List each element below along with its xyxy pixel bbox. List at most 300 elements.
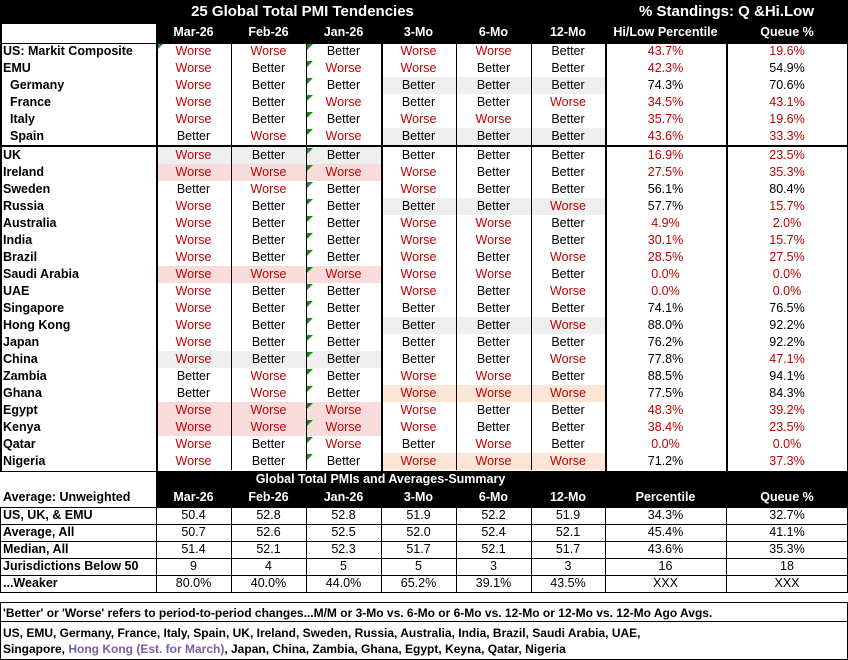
summary-value-cell: 51.9 bbox=[555, 508, 581, 522]
country-label: Sweden bbox=[3, 182, 51, 196]
summary-title: Global Total PMIs and Averages-Summary bbox=[156, 471, 605, 489]
tendency-cell: Better bbox=[476, 284, 511, 298]
tendency-cell: Better bbox=[306, 300, 381, 317]
queue-cell: 23.5% bbox=[769, 148, 805, 162]
percentile-cell: 88.5% bbox=[647, 369, 684, 383]
tendency-cell: Worse bbox=[175, 335, 212, 349]
summary-value-cell: 51.4 bbox=[181, 542, 206, 556]
country-label: Spain bbox=[10, 129, 45, 143]
row-divider bbox=[0, 145, 848, 147]
tendency-cell: Better bbox=[231, 147, 306, 164]
queue-cell: 92.2% bbox=[769, 335, 805, 349]
summary-value-cell: 52.8 bbox=[256, 508, 281, 522]
row-divider bbox=[0, 602, 848, 603]
summary-value-cell: 51.7 bbox=[406, 542, 431, 556]
tendency-cell: Worse bbox=[250, 386, 287, 400]
percentile-cell: 74.1% bbox=[647, 301, 684, 315]
row-divider bbox=[0, 524, 848, 525]
tendency-cell: Worse bbox=[156, 266, 231, 283]
tendency-cell: Worse bbox=[400, 369, 437, 383]
percentile-cell: 43.6% bbox=[647, 129, 684, 143]
summary-percentile-cell: 43.6% bbox=[647, 542, 684, 556]
tendency-cell: Worse bbox=[475, 44, 512, 58]
percentile-cell: 34.5% bbox=[647, 95, 684, 109]
tendency-cell: Worse bbox=[400, 182, 437, 196]
queue-cell: 23.5% bbox=[769, 420, 805, 434]
tendency-cell: Worse bbox=[400, 284, 437, 298]
summary-row-label: ...Weaker bbox=[3, 576, 58, 590]
country-label: China bbox=[3, 352, 38, 366]
percentile-cell: 74.3% bbox=[647, 78, 684, 92]
queue-cell: 39.2% bbox=[769, 403, 805, 417]
tendency-cell: Better bbox=[456, 128, 531, 145]
tendency-cell: Better bbox=[551, 61, 585, 75]
average-unweighted-label: Average: Unweighted bbox=[3, 490, 131, 504]
tendency-cell: Worse bbox=[231, 402, 306, 419]
summary-column-header: Mar-26 bbox=[156, 489, 231, 507]
summary-column-header: 12-Mo bbox=[531, 489, 605, 507]
tendency-cell: Worse bbox=[475, 437, 512, 451]
tendency-cell: Better bbox=[231, 351, 306, 368]
tendency-cell: Better bbox=[551, 112, 585, 126]
tendency-cell: Worse bbox=[306, 436, 381, 453]
tendency-cell: Better bbox=[551, 148, 585, 162]
column-header: 3-Mo bbox=[381, 24, 456, 43]
tendency-cell: Worse bbox=[400, 112, 437, 126]
percentile-cell: 48.3% bbox=[647, 403, 684, 417]
summary-queue-cell: 18 bbox=[780, 559, 794, 573]
queue-cell: 33.3% bbox=[769, 129, 805, 143]
tendency-cell: Better bbox=[476, 403, 511, 417]
tendency-cell: Better bbox=[401, 301, 436, 315]
summary-percentile-cell: 34.3% bbox=[647, 508, 684, 522]
queue-cell: 80.4% bbox=[769, 182, 805, 196]
tendency-cell: Better bbox=[476, 250, 511, 264]
country-label: Singapore bbox=[3, 301, 65, 315]
tendency-cell: Better bbox=[476, 352, 511, 366]
tendency-cell: Better bbox=[251, 250, 286, 264]
country-label: France bbox=[10, 95, 51, 109]
summary-value-cell: 50.4 bbox=[181, 508, 206, 522]
queue-cell: 84.3% bbox=[769, 386, 805, 400]
country-label: Kenya bbox=[3, 420, 41, 434]
country-label: Australia bbox=[3, 216, 57, 230]
country-label: US: Markit Composite bbox=[3, 44, 133, 58]
tendency-cell: Better bbox=[551, 44, 585, 58]
tendency-cell: Worse bbox=[175, 437, 212, 451]
tendency-cell: Better bbox=[306, 334, 381, 351]
column-divider bbox=[0, 507, 1, 592]
summary-value-cell: 80.0% bbox=[175, 576, 212, 590]
country-label: UAE bbox=[3, 284, 30, 298]
tendency-cell: Better bbox=[251, 284, 286, 298]
tendency-cell: Worse bbox=[175, 61, 212, 75]
tendency-cell: Worse bbox=[231, 164, 306, 181]
country-label: Japan bbox=[3, 335, 40, 349]
tendency-cell: Worse bbox=[475, 267, 512, 281]
tendency-cell: Better bbox=[251, 112, 286, 126]
column-divider bbox=[231, 507, 232, 592]
row-divider bbox=[0, 507, 848, 508]
column-divider bbox=[456, 43, 457, 470]
tendency-cell: Better bbox=[306, 215, 381, 232]
right-title: % Standings: Q &Hi.Low bbox=[605, 0, 848, 24]
column-divider bbox=[531, 43, 532, 470]
tendency-cell: Worse bbox=[175, 301, 212, 315]
tendency-cell: Worse bbox=[175, 112, 212, 126]
summary-value-cell: 3 bbox=[490, 559, 497, 573]
note-line-3-end: , Japan, China, Zambia, Ghana, Egypt, Keyna, Qatar, Nigeria bbox=[224, 642, 566, 656]
queue-cell: 19.6% bbox=[769, 112, 805, 126]
summary-value-cell: 65.2% bbox=[400, 576, 437, 590]
column-divider bbox=[381, 24, 383, 471]
summary-column-header: 6-Mo bbox=[456, 489, 531, 507]
tendency-cell: Worse bbox=[156, 43, 231, 60]
tendency-cell: Better bbox=[476, 335, 511, 349]
tendency-cell: Better bbox=[251, 233, 286, 247]
queue-cell: 54.9% bbox=[769, 61, 805, 75]
row-divider bbox=[0, 541, 848, 542]
column-divider bbox=[156, 24, 158, 471]
tendency-cell: Worse bbox=[175, 250, 212, 264]
percentile-cell: 28.5% bbox=[647, 250, 684, 264]
tendency-cell: Better bbox=[176, 129, 211, 143]
summary-row-label: Median, All bbox=[3, 542, 69, 556]
summary-value-cell: 52.6 bbox=[256, 525, 281, 539]
row-divider bbox=[0, 575, 848, 576]
summary-column-header: Feb-26 bbox=[231, 489, 306, 507]
summary-percentile-cell: 45.4% bbox=[647, 525, 684, 539]
tendency-cell: Better bbox=[306, 43, 381, 60]
tendency-cell: Better bbox=[176, 369, 211, 383]
tendency-cell: Worse bbox=[175, 454, 212, 468]
country-label: Germany bbox=[10, 78, 65, 92]
tendency-cell: Worse bbox=[175, 284, 212, 298]
percentile-cell: 0.0% bbox=[651, 437, 680, 451]
hong-kong-note: Hong Kong (Est. for March) bbox=[68, 642, 225, 656]
tendency-cell: Worse bbox=[381, 385, 456, 402]
tendency-cell: Better bbox=[381, 128, 456, 145]
percentile-cell: 27.5% bbox=[647, 165, 684, 179]
note-line-1: 'Better' or 'Worse' refers to period-to-period changes...M/M or 3-Mo vs. 6-Mo or 6-Mo vs. 12-Mo or 12-Mo vs. 12-Mo Ago Avgs. bbox=[3, 606, 713, 620]
tendency-cell: Worse bbox=[306, 164, 381, 181]
summary-value-cell: 9 bbox=[190, 559, 197, 573]
tendency-cell: Better bbox=[551, 335, 585, 349]
tendency-cell: Better bbox=[551, 420, 585, 434]
percentile-cell: 0.0% bbox=[651, 267, 680, 281]
queue-cell: 92.2% bbox=[769, 318, 805, 332]
tendency-cell: Worse bbox=[400, 267, 437, 281]
tendency-cell: Better bbox=[306, 283, 381, 300]
tendency-cell: Better bbox=[476, 182, 511, 196]
tendency-cell: Worse bbox=[400, 403, 437, 417]
summary-value-cell: 50.7 bbox=[181, 525, 206, 539]
column-divider bbox=[531, 507, 532, 592]
note-line-3-start: Singapore, bbox=[3, 642, 69, 656]
tendency-cell: Better bbox=[251, 454, 286, 468]
tendency-cell: Better bbox=[476, 420, 511, 434]
column-divider bbox=[0, 24, 2, 471]
tendency-cell: Better bbox=[306, 181, 381, 198]
column-header-queue: Queue % bbox=[726, 24, 848, 43]
percentile-cell: 38.4% bbox=[647, 420, 684, 434]
queue-cell: 35.3% bbox=[769, 165, 805, 179]
column-header-blank bbox=[0, 24, 156, 43]
tendency-cell: Worse bbox=[550, 250, 586, 264]
country-label: Ghana bbox=[3, 386, 42, 400]
summary-percentile-header: Percentile bbox=[605, 489, 726, 507]
tendency-cell: Better bbox=[306, 385, 381, 402]
summary-value-cell: 52.4 bbox=[481, 525, 506, 539]
queue-cell: 2.0% bbox=[772, 216, 802, 230]
tendency-cell: Worse bbox=[456, 385, 531, 402]
tendency-cell: Worse bbox=[550, 95, 586, 109]
tendency-cell: Better bbox=[551, 216, 585, 230]
column-header: 12-Mo bbox=[531, 24, 605, 43]
tendency-cell: Worse bbox=[456, 453, 531, 470]
tendency-cell: Better bbox=[476, 165, 511, 179]
tendency-cell: Worse bbox=[156, 164, 231, 181]
tendency-cell: Worse bbox=[550, 284, 586, 298]
tendency-cell: Worse bbox=[156, 402, 231, 419]
tendency-cell: Better bbox=[456, 198, 531, 215]
queue-cell: 76.5% bbox=[769, 301, 805, 315]
tendency-cell: Worse bbox=[475, 216, 512, 230]
column-divider bbox=[456, 507, 457, 592]
tendency-cell: Worse bbox=[250, 182, 287, 196]
tendency-cell: Better bbox=[306, 147, 381, 164]
tendency-cell: Worse bbox=[306, 128, 381, 145]
tendency-cell: Better bbox=[551, 182, 585, 196]
tendency-cell: Better bbox=[551, 165, 585, 179]
country-label: Italy bbox=[10, 112, 36, 126]
percentile-cell: 77.5% bbox=[647, 386, 684, 400]
tendency-cell: Better bbox=[476, 61, 511, 75]
column-header: 6-Mo bbox=[456, 24, 531, 43]
summary-value-cell: 52.3 bbox=[331, 542, 356, 556]
tendency-cell: Better bbox=[401, 352, 436, 366]
summary-value-cell: 51.7 bbox=[555, 542, 581, 556]
percentile-cell: 16.9% bbox=[647, 148, 684, 162]
country-label: Ireland bbox=[3, 165, 44, 179]
summary-value-cell: 39.1% bbox=[475, 576, 512, 590]
tendency-cell: Better bbox=[306, 77, 381, 94]
column-divider bbox=[156, 507, 157, 592]
tendency-cell: Worse bbox=[231, 419, 306, 436]
summary-value-cell: 52.2 bbox=[481, 508, 506, 522]
tendency-cell: Better bbox=[551, 267, 585, 281]
percentile-cell: 42.3% bbox=[647, 61, 684, 75]
tendency-cell: Better bbox=[176, 386, 211, 400]
tendency-cell: Worse bbox=[231, 266, 306, 283]
tendency-cell: Better bbox=[476, 148, 511, 162]
column-divider bbox=[605, 24, 607, 471]
tendency-cell: Better bbox=[456, 77, 531, 94]
country-label: India bbox=[3, 233, 33, 247]
summary-column-header: 3-Mo bbox=[381, 489, 456, 507]
tendency-cell: Better bbox=[551, 301, 585, 315]
tendency-cell: Worse bbox=[306, 94, 381, 111]
tendency-cell: Better bbox=[306, 249, 381, 266]
queue-cell: 43.1% bbox=[769, 95, 805, 109]
tendency-cell: Better bbox=[531, 128, 605, 145]
tendency-cell: Better bbox=[381, 317, 456, 334]
tendency-cell: Better bbox=[401, 437, 436, 451]
tendency-cell: Better bbox=[251, 78, 286, 92]
tendency-cell: Worse bbox=[531, 198, 605, 215]
summary-value-cell: 3 bbox=[564, 559, 572, 573]
column-divider bbox=[306, 43, 307, 470]
tendency-cell: Worse bbox=[531, 453, 605, 470]
tendency-cell: Better bbox=[251, 216, 286, 230]
tendency-cell: Better bbox=[401, 335, 436, 349]
tendency-cell: Better bbox=[251, 335, 286, 349]
tendency-cell: Worse bbox=[475, 369, 512, 383]
summary-value-cell: 52.1 bbox=[481, 542, 506, 556]
tendency-cell: Worse bbox=[306, 266, 381, 283]
summary-value-cell: 52.8 bbox=[331, 508, 356, 522]
summary-queue-cell: 35.3% bbox=[769, 542, 805, 556]
tendency-cell: Worse bbox=[306, 419, 381, 436]
column-header: Jan-26 bbox=[306, 24, 381, 43]
tendency-cell: Better bbox=[381, 198, 456, 215]
tendency-cell: Worse bbox=[250, 44, 287, 58]
summary-row-label: Average, All bbox=[3, 525, 75, 539]
tendency-cell: Worse bbox=[175, 318, 212, 332]
country-label: Nigeria bbox=[3, 454, 46, 468]
tendency-cell: Better bbox=[401, 148, 436, 162]
tendency-cell: Better bbox=[381, 77, 456, 94]
tendency-cell: Better bbox=[306, 351, 381, 368]
tendency-cell: Better bbox=[306, 368, 381, 385]
tendency-cell: Better bbox=[251, 95, 286, 109]
tendency-cell: Worse bbox=[156, 351, 231, 368]
summary-value-cell: 5 bbox=[415, 559, 422, 573]
percentile-cell: 77.8% bbox=[647, 352, 684, 366]
row-divider bbox=[0, 471, 848, 472]
column-header: Mar-26 bbox=[156, 24, 231, 43]
country-label: UK bbox=[3, 148, 22, 162]
row-divider bbox=[0, 43, 848, 44]
tendency-cell: Better bbox=[551, 233, 585, 247]
tendency-cell: Worse bbox=[175, 78, 212, 92]
column-divider bbox=[726, 24, 728, 471]
percentile-cell: 0.0% bbox=[651, 284, 680, 298]
summary-value-cell: 51.9 bbox=[406, 508, 431, 522]
tendency-cell: Better bbox=[251, 199, 286, 213]
queue-cell: 27.5% bbox=[769, 250, 805, 264]
summary-row-label: Jurisdictions Below 50 bbox=[3, 559, 139, 573]
queue-cell: 70.6% bbox=[769, 78, 805, 92]
country-label: Brazil bbox=[3, 250, 38, 264]
queue-cell: 19.6% bbox=[769, 44, 805, 58]
tendency-cell: Worse bbox=[156, 419, 231, 436]
tendency-cell: Better bbox=[251, 437, 286, 451]
tendency-cell: Worse bbox=[175, 216, 212, 230]
row-divider bbox=[0, 558, 848, 559]
tendency-cell: Better bbox=[306, 317, 381, 334]
summary-queue-cell: XXX bbox=[774, 576, 800, 590]
percentile-cell: 88.0% bbox=[647, 318, 684, 332]
summary-value-cell: 4 bbox=[265, 559, 272, 573]
tendency-cell: Worse bbox=[306, 60, 381, 77]
country-label: EMU bbox=[3, 61, 31, 75]
tendency-cell: Worse bbox=[400, 61, 437, 75]
percentile-cell: 76.2% bbox=[647, 335, 684, 349]
tendency-cell: Worse bbox=[400, 420, 437, 434]
column-divider bbox=[381, 507, 382, 592]
column-divider bbox=[605, 507, 606, 592]
tendency-cell: Better bbox=[306, 198, 381, 215]
queue-cell: 0.0% bbox=[772, 437, 802, 451]
tendency-cell: Worse bbox=[306, 402, 381, 419]
tendency-cell: Worse bbox=[250, 369, 287, 383]
row-divider bbox=[0, 592, 848, 593]
summary-percentile-cell: XXX bbox=[652, 576, 678, 590]
country-label: Zambia bbox=[3, 369, 47, 383]
tendency-cell: Better bbox=[531, 77, 605, 94]
tendency-cell: Worse bbox=[475, 233, 512, 247]
summary-column-header: Jan-26 bbox=[306, 489, 381, 507]
summary-value-cell: 52.5 bbox=[331, 525, 356, 539]
column-divider bbox=[726, 507, 727, 592]
column-header: Feb-26 bbox=[231, 24, 306, 43]
tendency-cell: Better bbox=[176, 182, 211, 196]
tendency-cell: Worse bbox=[531, 385, 605, 402]
tendency-cell: Worse bbox=[400, 44, 437, 58]
tendency-cell: Worse bbox=[475, 112, 512, 126]
column-divider bbox=[306, 507, 307, 592]
tendency-cell: Worse bbox=[550, 352, 586, 366]
tendency-cell: Better bbox=[251, 61, 286, 75]
summary-value-cell: 40.0% bbox=[250, 576, 287, 590]
country-label: Saudi Arabia bbox=[3, 267, 79, 281]
tendency-cell: Worse bbox=[400, 233, 437, 247]
tendency-cell: Better bbox=[456, 317, 531, 334]
queue-cell: 0.0% bbox=[772, 284, 802, 298]
tendency-cell: Better bbox=[306, 111, 381, 128]
tendency-cell: Better bbox=[551, 369, 585, 383]
country-label: Qatar bbox=[3, 437, 36, 451]
summary-value-cell: 52.1 bbox=[555, 525, 581, 539]
summary-value-cell: 52.0 bbox=[406, 525, 431, 539]
tendency-cell: Better bbox=[251, 301, 286, 315]
tendency-cell: Worse bbox=[381, 453, 456, 470]
summary-row-label: US, UK, & EMU bbox=[3, 508, 93, 522]
tendency-cell: Better bbox=[306, 453, 381, 470]
summary-queue-cell: 32.7% bbox=[769, 508, 805, 522]
tendency-cell: Better bbox=[251, 318, 286, 332]
queue-cell: 47.1% bbox=[769, 352, 805, 366]
note-line-2: US, EMU, Germany, France, Italy, Spain, UK, Ireland, Sweden, Russia, Australia, India, Brazil, Saudi Arabia, UAE, bbox=[3, 626, 641, 640]
country-label: Hong Kong bbox=[3, 318, 71, 332]
tendency-cell: Worse bbox=[156, 147, 231, 164]
tendency-cell: Worse bbox=[400, 165, 437, 179]
tendency-cell: Better bbox=[551, 437, 585, 451]
summary-value-cell: 5 bbox=[340, 559, 347, 573]
note-line-3 bbox=[3, 641, 566, 657]
left-title: 25 Global Total PMI Tendencies bbox=[0, 0, 605, 24]
tendency-cell: Better bbox=[551, 403, 585, 417]
tendency-cell: Better bbox=[401, 95, 436, 109]
queue-cell: 0.0% bbox=[772, 267, 802, 281]
percentile-cell: 56.1% bbox=[647, 182, 684, 196]
row-divider bbox=[0, 621, 848, 622]
queue-cell: 94.1% bbox=[769, 369, 805, 383]
tendency-cell: Better bbox=[306, 232, 381, 249]
summary-value-cell: 43.5% bbox=[550, 576, 586, 590]
summary-value-cell: 44.0% bbox=[325, 576, 362, 590]
